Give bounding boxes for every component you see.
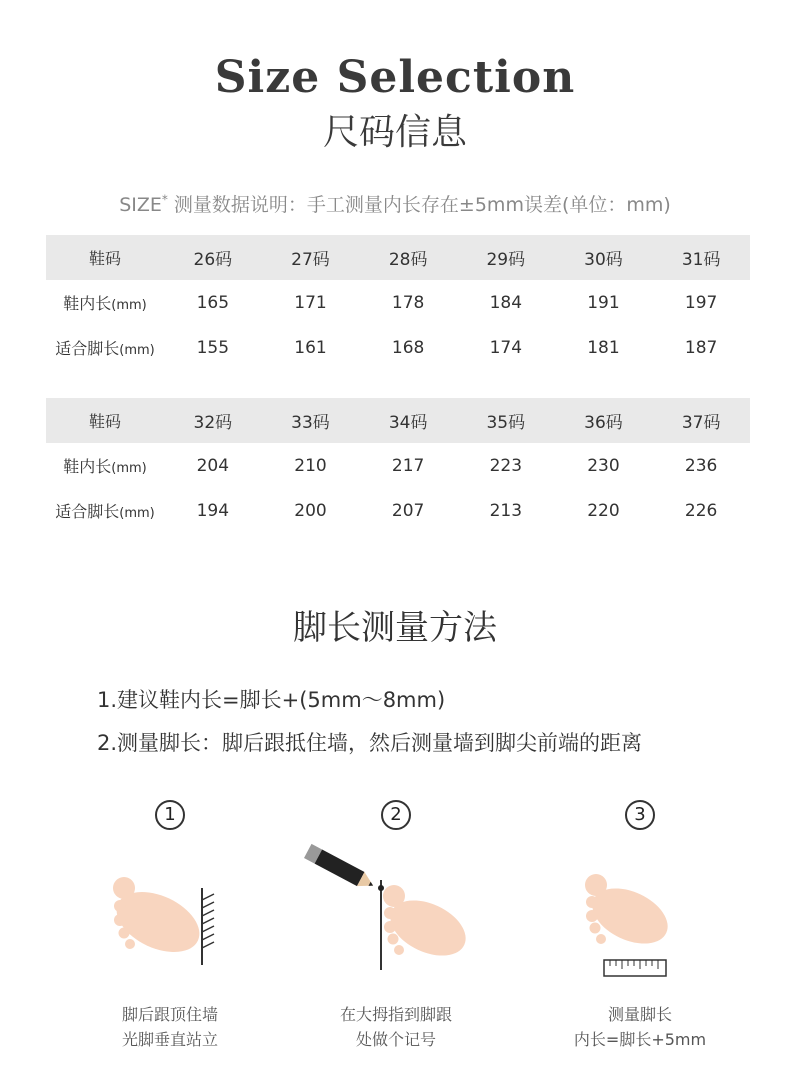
ruler-foot-icon <box>530 840 750 1000</box>
table-cell: 213 <box>489 500 523 521</box>
caption-line: 光脚垂直站立 <box>121 1030 218 1049</box>
table-cell: 236 <box>684 455 718 476</box>
header-cell: 34码 <box>359 398 457 443</box>
table-cell: 223 <box>489 455 523 476</box>
step-number-3: 3 <box>625 800 655 830</box>
illustration-step-3 <box>530 800 750 1060</box>
table-cell: 217 <box>391 455 425 476</box>
header-cell: 27码 <box>262 235 360 280</box>
header-cell: 33码 <box>262 398 360 443</box>
caption-step-3 <box>530 1002 750 1052</box>
foot-against-wall-icon <box>60 840 280 1000</box>
header-cell: 28码 <box>359 235 457 280</box>
table-header-row <box>46 398 750 443</box>
table-header-row <box>46 235 750 280</box>
table-cell: 174 <box>489 337 523 358</box>
note-star: * <box>161 192 168 207</box>
table-cell: 178 <box>391 292 425 313</box>
header-cell: 30码 <box>555 235 653 280</box>
illustration-step-1 <box>60 800 280 1060</box>
size-table-1 <box>46 235 750 370</box>
header-cell: 鞋码 <box>46 398 164 443</box>
table-cell: 168 <box>391 337 425 358</box>
method-step-1: 1.建议鞋内长=脚长+(5mm～8mm) <box>97 688 446 712</box>
header-cell: 31码 <box>652 235 750 280</box>
note-size-label: SIZE <box>119 194 162 216</box>
caption-line: 在大拇指到脚跟 <box>339 1005 452 1024</box>
caption-step-1 <box>60 1002 280 1052</box>
row-label: 适合脚长(mm) <box>55 502 155 521</box>
header-cell: 37码 <box>652 398 750 443</box>
row-label: 适合脚长(mm) <box>55 339 155 358</box>
table-cell: 181 <box>587 337 620 358</box>
note-text: 测量数据说明：手工测量内长存在±5mm误差(单位：mm) <box>173 194 671 216</box>
table-row <box>46 443 750 488</box>
header-cell: 36码 <box>555 398 653 443</box>
table-cell: 161 <box>294 337 327 358</box>
table-row <box>46 280 750 325</box>
table-cell: 165 <box>196 292 230 313</box>
table-cell: 207 <box>391 500 425 521</box>
header-cell: 鞋码 <box>46 235 164 280</box>
size-table-2 <box>46 398 750 533</box>
table-cell: 230 <box>587 455 620 476</box>
table-row <box>46 325 750 370</box>
header-cell: 35码 <box>457 398 555 443</box>
table-cell: 210 <box>294 455 327 476</box>
table-cell: 200 <box>294 500 327 521</box>
step-number-1: 1 <box>155 800 185 830</box>
illustration-step-2 <box>286 800 506 1060</box>
table-cell: 226 <box>684 500 718 521</box>
row-label: 鞋内长(mm) <box>63 294 147 313</box>
step-number-2: 2 <box>381 800 411 830</box>
table-cell: 171 <box>294 292 327 313</box>
row-label: 鞋内长(mm) <box>63 457 147 476</box>
header-cell: 26码 <box>164 235 262 280</box>
table-cell: 187 <box>684 337 718 358</box>
header-cell: 32码 <box>164 398 262 443</box>
table-row <box>46 488 750 533</box>
header-cell: 29码 <box>457 235 555 280</box>
title-chinese: 尺码信息 <box>322 112 467 153</box>
caption-line: 测量脚长 <box>607 1005 672 1024</box>
table-cell: 191 <box>587 292 620 313</box>
caption-line: 内长=脚长+5mm <box>573 1030 707 1049</box>
caption-line: 脚后跟顶住墙 <box>121 1005 218 1024</box>
caption-step-2 <box>286 1002 506 1052</box>
title-english: Size Selection <box>214 52 576 103</box>
measurement-note <box>0 190 790 217</box>
table-cell: 155 <box>196 337 230 358</box>
method-title: 脚长测量方法 <box>293 608 497 648</box>
table-cell: 204 <box>196 455 230 476</box>
method-step-2: 2.测量脚长：脚后跟抵住墙，然后测量墙到脚尖前端的距离 <box>97 731 643 755</box>
table-cell: 184 <box>489 292 523 313</box>
caption-line: 处做个记号 <box>355 1030 436 1049</box>
pencil-marking-foot-icon <box>286 840 506 1000</box>
table-cell: 220 <box>587 500 620 521</box>
table-cell: 197 <box>684 292 718 313</box>
table-cell: 194 <box>196 500 230 521</box>
